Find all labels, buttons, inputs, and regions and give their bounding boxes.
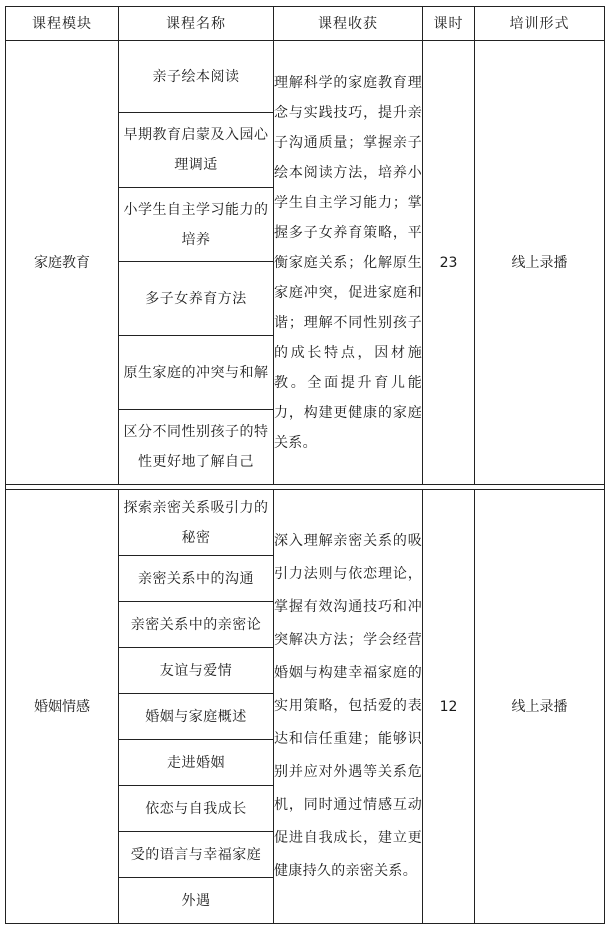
course-gain-cell: 理解科学的家庭教育理念与实践技巧，提升亲子沟通质量；掌握亲子绘本阅读方法，培养小学生自主学习能力；掌握多子女养育策略，平衡家庭关系；化解原生家庭冲突，促进家庭和谐；理解不同性别孩子的成长特点，因材施教。全面提升育儿能力，构建更健康的家庭关系。 (274, 41, 423, 485)
hours-cell: 12 (423, 490, 475, 924)
header-row (6, 7, 605, 41)
form-cell: 线上录播 (475, 41, 605, 485)
course-name-cell: 外遇 (119, 878, 274, 924)
course-name-cell: 多子女养育方法 (119, 262, 274, 336)
header-module: 课程模块 (6, 7, 119, 41)
course-name-cell: 依恋与自我成长 (119, 786, 274, 832)
course-name-cell: 受的语言与幸福家庭 (119, 832, 274, 878)
course-name-cell: 走进婚姻 (119, 740, 274, 786)
course-name-cell: 原生家庭的冲突与和解 (119, 336, 274, 410)
form-cell: 线上录播 (475, 490, 605, 924)
course-name-cell: 友谊与爱情 (119, 648, 274, 694)
course-name-cell: 小学生自主学习能力的培养 (119, 188, 274, 262)
course-name-cell: 早期教育启蒙及入园心理调适 (119, 113, 274, 188)
module-cell: 家庭教育 (6, 41, 119, 485)
course-name-cell: 区分不同性别孩子的特性更好地了解自己 (119, 410, 274, 485)
table-row (6, 490, 605, 556)
hours-cell: 23 (423, 41, 475, 485)
module-cell: 婚姻情感 (6, 490, 119, 924)
header-gain: 课程收获 (274, 7, 423, 41)
course-table (5, 6, 605, 924)
table-row (6, 41, 605, 113)
course-name-cell: 婚姻与家庭概述 (119, 694, 274, 740)
header-form: 培训形式 (475, 7, 605, 41)
course-name-cell: 探索亲密关系吸引力的秘密 (119, 490, 274, 556)
course-name-cell: 亲子绘本阅读 (119, 41, 274, 113)
course-name-cell: 亲密关系中的沟通 (119, 556, 274, 602)
header-name: 课程名称 (119, 7, 274, 41)
course-gain-cell: 深入理解亲密关系的吸引力法则与依恋理论，掌握有效沟通技巧和冲突解决方法；学会经营婚姻与构建幸福家庭的实用策略，包括爱的表达和信任重建；能够识别并应对外遇等关系危机，同时通过情感互动促进自我成长，建立更健康持久的亲密关系。 (274, 490, 423, 924)
header-hours: 课时 (423, 7, 475, 41)
course-name-cell: 亲密关系中的亲密论 (119, 602, 274, 648)
